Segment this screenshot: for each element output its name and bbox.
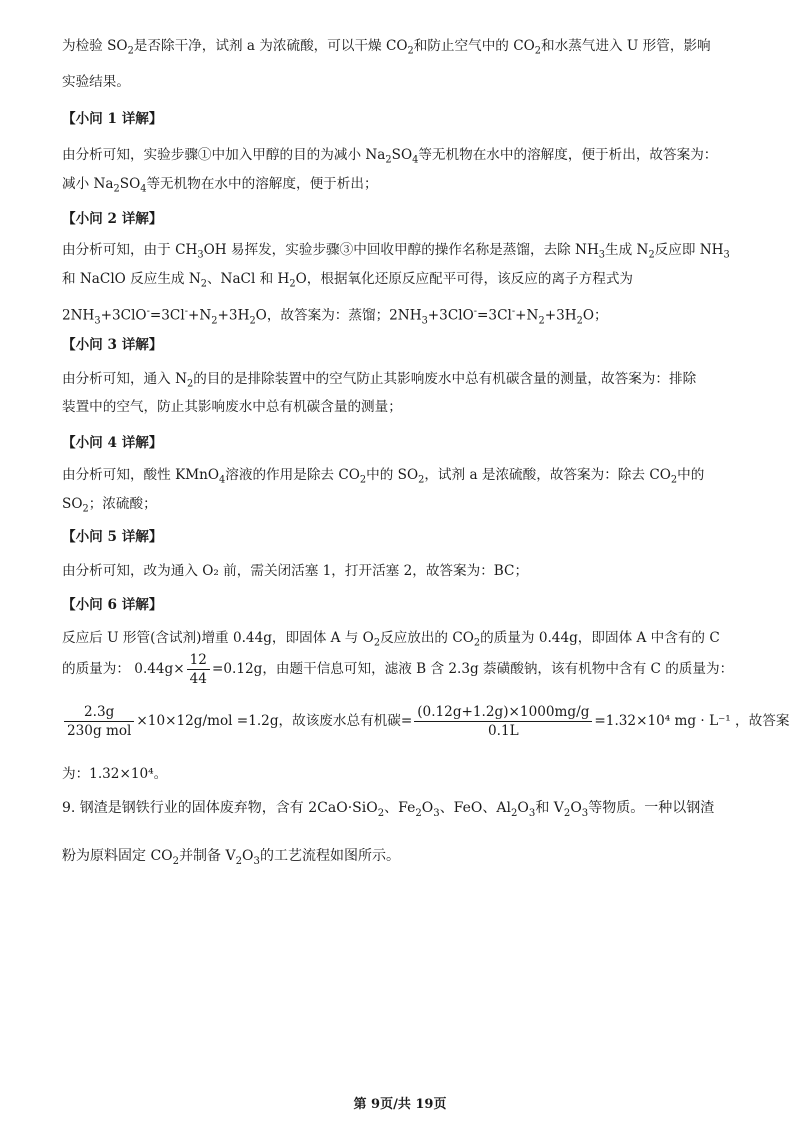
question-5-heading: 【小问 5 详解】 (62, 529, 163, 545)
formula-line-total-carbon: $\frac{2.3g}{\text{230g mol}}$ ×10×12g/mol =1.2g，故该废水总有机碳= $\frac{(0.12g+1.2g)\times 1000mg/g}{0.1L}$ =1.32×10⁴ mg · L⁻¹ ，故答案 (62, 704, 789, 739)
text-line-12: 由分析可知，改为通入 O₂ 前，需关闭活塞 1，打开活塞 2，故答案为：BC； (62, 563, 529, 579)
text-line-9: 装置中的空气，防止其影响废水中总有机碳含量的测量； (62, 399, 402, 415)
text-line-10: 由分析可知，酸性 KMnO$_4$溶液的作用是除去 $CO_2$中的 $SO_2$，试剂 a 是浓硫酸，故答案为：除去 $CO_2$中的 (62, 467, 705, 486)
text-line-5: 由分析可知，由于 $CH_3OH$ 易挥发，实验步骤③中回收甲醇的操作名称是蒸馏，去除 $NH_3$生成 $N_2$反应即 $NH_3$ (62, 242, 730, 261)
question-6-heading: 【小问 6 详解】 (62, 597, 163, 613)
text-line-4: 减小 $Na_2SO_4$等无机物在水中的溶解度，便于析出； (62, 176, 378, 195)
question-9-line-2: 粉为原料固定 $CO_2$并制备 $V_2O_3$的工艺流程如图所示。 (62, 848, 400, 867)
text-line-1: 为检验 $SO_2$是否除干净，试剂 a 为浓硫酸，可以干燥 $CO_2$和防止空气中的 $CO_2$和水蒸气进入 U 形管，影响 (62, 38, 711, 57)
fraction-carbon-over-volume: $\frac{(0.12g+1.2g)\times 1000mg/g}{0.1L}$ (414, 704, 592, 739)
fraction-12-44: $\frac{12}{44}$ (187, 652, 210, 687)
question-1-heading: 【小问 1 详解】 (62, 111, 163, 127)
question-4-heading: 【小问 4 详解】 (62, 435, 163, 451)
text-line-2: 实验结果。 (62, 74, 130, 90)
text-line-13: 反应后 U 形管(含试剂)增重 0.44g，即固体 A 与 $O_2$反应放出的 $CO_2$的质量为 0.44g，即固体 A 中含有的 C (62, 630, 720, 649)
text-line-8: 由分析可知，通入 $N_2$的目的是排除装置中的空气防止其影响废水中总有机碳含量的测量，故答案为：排除 (62, 371, 697, 390)
question-2-heading: 【小问 2 详解】 (62, 211, 163, 227)
text-line-11: $SO_2$；浓硫酸； (62, 496, 157, 515)
text-line-6: 和 NaClO 反应生成 $N_2$、NaCl 和 $H_2O$，根据氧化还原反应配平可得，该反应的离子方程式为 (62, 271, 634, 290)
fraction-mass-over-molar: $\frac{2.3g}{\text{230g mol}}$ (64, 704, 134, 739)
page-footer: 第 9页/共 19页 (353, 1097, 447, 1112)
question-3-heading: 【小问 3 详解】 (62, 337, 163, 353)
text-line-7: $2NH_3+3ClO^-=3Cl^-+N_2+3H_2O$，故答案为：蒸馏；$2NH_3+3ClO^-=3Cl^-+N_2+3H_2O$； (62, 306, 608, 327)
question-9-line-1: 9. 钢渣是钢铁行业的固体废弃物，含有 2CaO·SiO$_2$、$Fe_2O_3$、FeO、$Al_2O_3$和 $V_2O_3$等物质。一种以钢渣 (62, 800, 715, 819)
text-line-3: 由分析可知，实验步骤①中加入甲醇的目的为减小 $Na_2SO_4$等无机物在水中的溶解度，便于析出，故答案为： (62, 147, 718, 166)
text-line-15: 为：1.32×10⁴。 (62, 766, 168, 782)
formula-line-14: 的质量为： 0.44g× $\frac{12}{44}$ =0.12g，由题干信息可知，滤液 B 含 2.3g 萘磺酸钠，该有机物中含有 C 的质量为： (62, 652, 734, 687)
